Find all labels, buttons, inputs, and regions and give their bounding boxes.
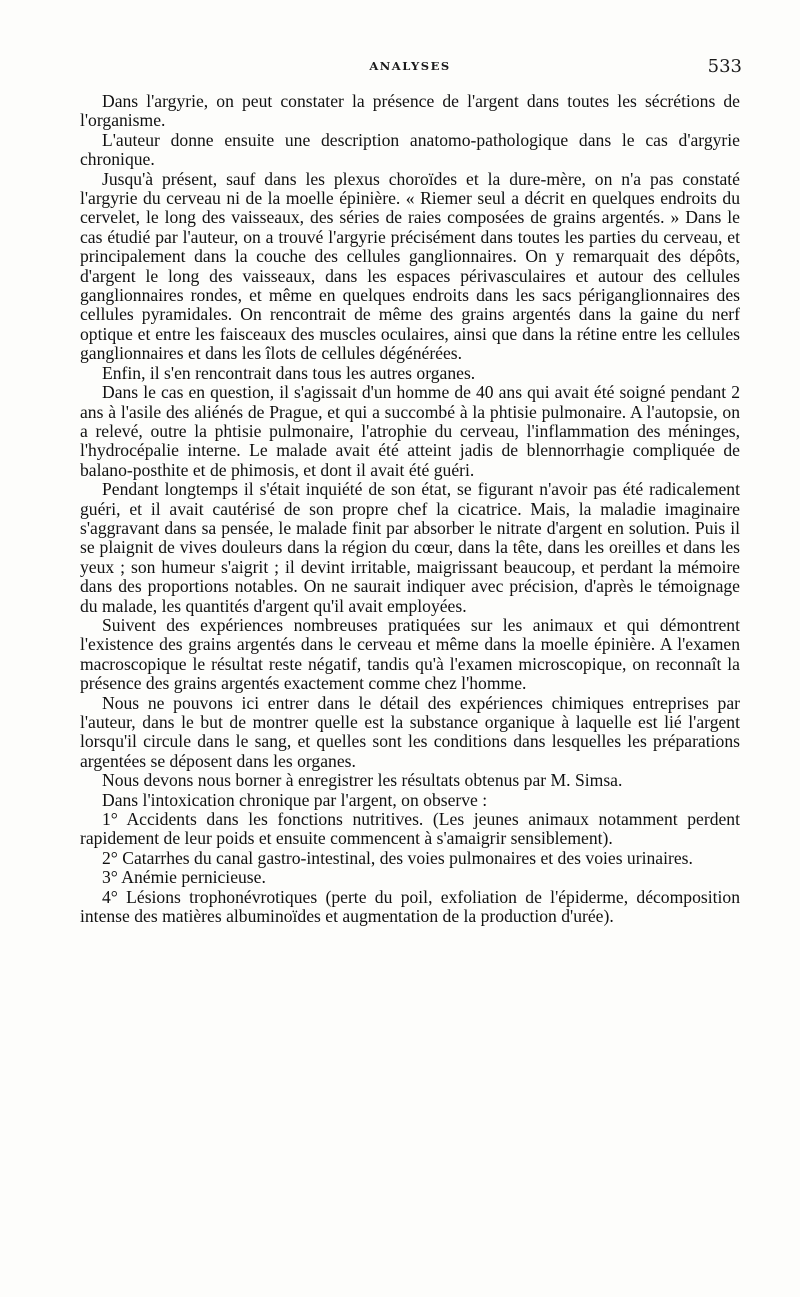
- page-number: 533: [707, 56, 742, 77]
- paragraph: Pendant longtemps il s'était inquiété de son état, se figurant n'avoir pas été radicalement guéri, et il avait cautérisé de son propre chef la cicatrice. Mais, la maladie imaginaire s'aggravant dans sa pensée, le malade finit par absorber le nitrate d'argent en solution. Puis il se plaignit de vives douleurs dans la région du cœur, dans la tête, dans les oreilles et dans les yeux ; son humeur s'aigrit ; il devint irritable, maigrissant beaucoup, et perdant la mémoire dans des proportions notables. On ne saurait indiquer avec précision, d'après le témoignage du malade, les quantités d'argent qu'il avait employées.: [80, 479, 740, 616]
- running-header: [78, 56, 742, 80]
- paragraph: Dans le cas en question, il s'agissait d'un homme de 40 ans qui avait été soigné pendant 2 ans à l'asile des aliénés de Prague, et qui a succombé à la phtisie pulmonaire. A l'autopsie, on a relevé, outre la phtisie pulmonaire, l'atrophie du cerveau, l'inflammation des méninges, l'hydrocépalie interne. Le malade avait été atteint jadis de blennorrhagie compliquée de balano-posthite et de phimosis, et dont il avait été guéri.: [80, 382, 740, 480]
- paragraph: Suivent des expériences nombreuses pratiquées sur les animaux et qui démontrent l'existence des grains argentés dans le cerveau et même dans la moelle épinière. A l'examen macroscopique le résultat reste négatif, tandis qu'à l'examen microscopique, on reconnaît la présence des grains argentés exactement comme chez l'homme.: [80, 614, 740, 694]
- paragraph: Nous ne pouvons ici entrer dans le détail des expériences chimiques entreprises par l'auteur, dans le but de montrer quelle est la substance organique à laquelle est lié l'argent lorsqu'il circule dans le sang, et quelles sont les conditions dans lesquelles les préparations argentées se déposent dans les organes.: [80, 692, 740, 771]
- list-item: 3° Anémie pernicieuse.: [102, 867, 266, 888]
- list-item: 4° Lésions trophonévrotiques (perte du poil, exfoliation de l'épiderme, décomposition intense des matières albuminoïdes et augmentation de la production d'urée).: [80, 886, 740, 927]
- paragraph: Dans l'intoxication chronique par l'argent, on observe :: [102, 789, 488, 810]
- running-title: ANALYSES: [369, 59, 451, 73]
- paragraph: L'auteur donne ensuite une description anatomo-pathologique dans le cas d'argyrie chronique.: [80, 129, 740, 170]
- paragraph: Dans l'argyrie, on peut constater la présence de l'argent dans toutes les sécrétions de l'organisme.: [80, 91, 740, 131]
- list-item: 2° Catarrhes du canal gastro-intestinal, des voies pulmonaires et des voies urinaires.: [102, 847, 693, 868]
- paragraph: Enfin, il s'en rencontrait dans tous les autres organes.: [102, 362, 476, 383]
- paragraph: Nous devons nous borner à enregistrer les résultats obtenus par M. Simsa.: [102, 770, 623, 791]
- list-item: 1° Accidents dans les fonctions nutritives. (Les jeunes animaux notamment perdent rapidement de leur poids et ensuite commencent à s'amaigrir sensiblement).: [80, 809, 740, 849]
- body-text: [80, 92, 740, 926]
- paragraph: Jusqu'à présent, sauf dans les plexus choroïdes et la dure-mère, on n'a pas constaté l'argyrie du cerveau ni de la moelle épinière. « Riemer seul a décrit en quelques endroits du cervelet, le long des vaisseaux, des séries de raies composées de grains argentés. » Dans le cas étudié par l'auteur, on a trouvé l'argyrie précisément dans toutes les parties du cerveau, et principalement dans la couche des cellules ganglionnaires. On y remarquait des dépôts, d'argent le long des vaisseaux, dans les espaces périvasculaires et autour des cellules ganglionnaires rondes, et même en quelques endroits dans les sacs périganglionnaires des cellules pyramidales. On rencontrait de même des grains argentés dans la gaine du nerf optique et entre les faisceaux des muscles oculaires, ainsi que dans la rétine entre les cellules ganglionnaires et dans les îlots de cellules dégénérées.: [80, 168, 740, 364]
